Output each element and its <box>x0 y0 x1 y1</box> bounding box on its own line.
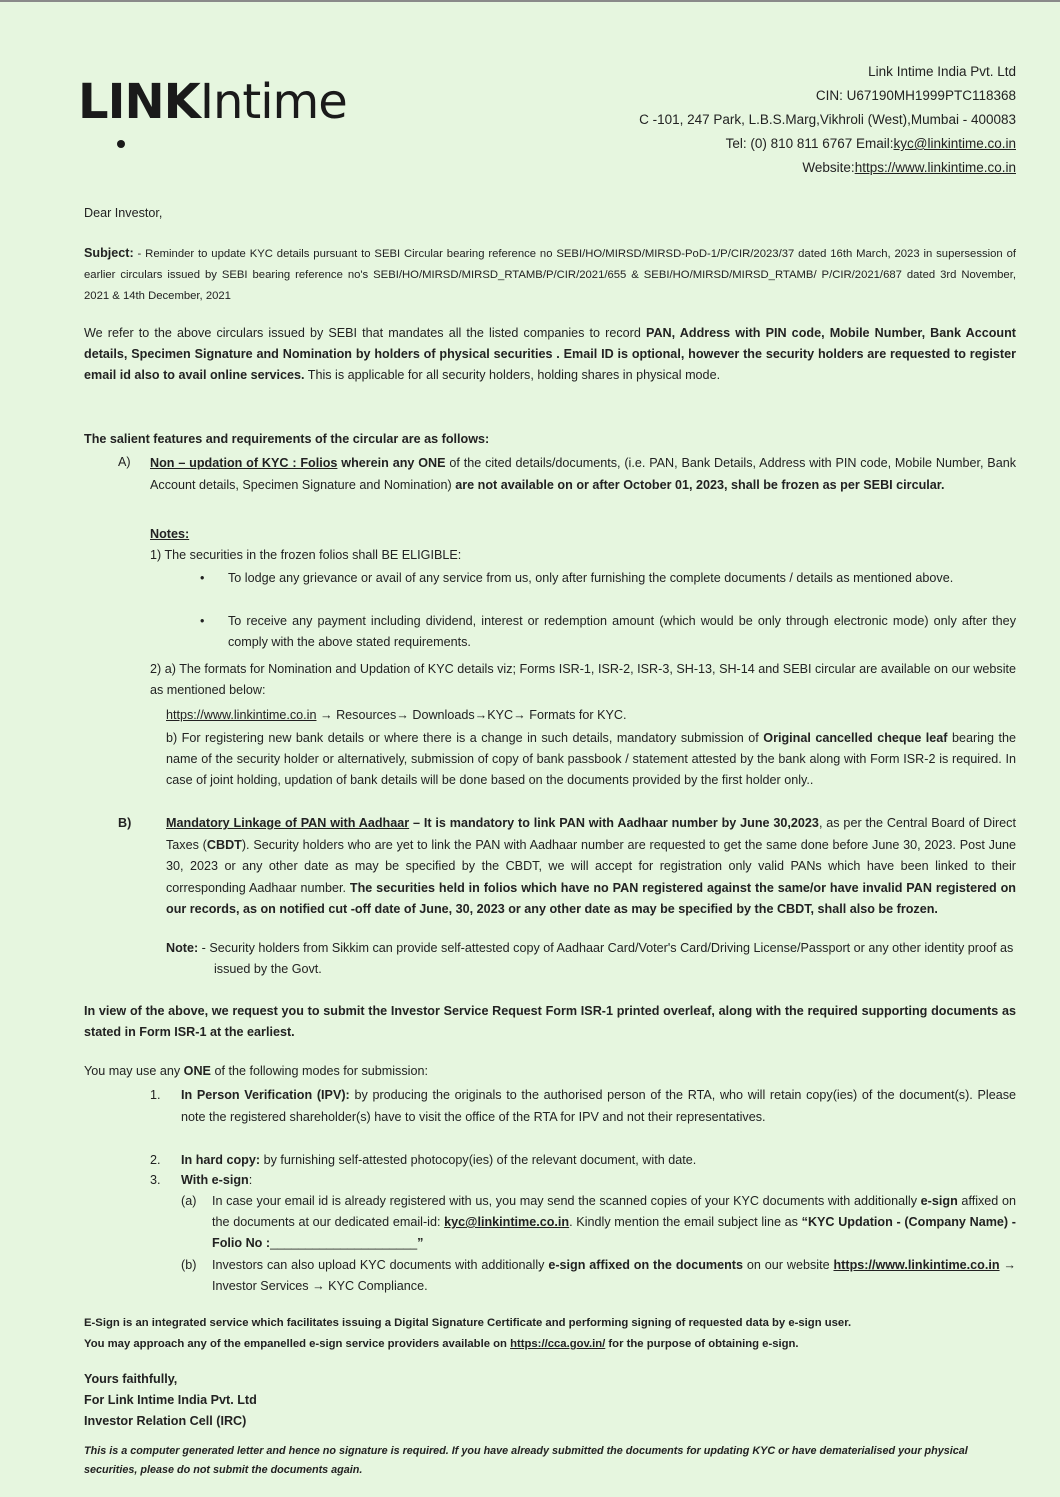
mode-3b-bold: e-sign affixed on the documents <box>548 1258 744 1272</box>
mode-2-text <box>181 1150 1016 1171</box>
mode-3b-marker: (b) <box>181 1258 197 1272</box>
company-email-link[interactable]: kyc@linkintime.co.in <box>893 136 1016 151</box>
esign-note-2 <box>84 1334 1034 1355</box>
mode-3-bold: With e-sign <box>181 1173 249 1187</box>
section-a-paragraph <box>150 452 1016 496</box>
section-b-note-label: Note: <box>166 941 199 955</box>
intro-paragraph <box>84 323 1016 386</box>
note-2a: 2) a) The formats for Nomination and Updation of KYC details viz; Forms ISR-1, ISR-2, ISR-3, SH-13, SH-14 and SEBI circular are available on our website as mentioned below: <box>150 662 1016 697</box>
company-website <box>639 156 1016 180</box>
note-2b <box>166 728 1016 791</box>
notes-label-text: Notes: <box>150 527 190 541</box>
intro-text-1: We refer to the above circulars issued by SEBI that mandates all the listed companies to record <box>84 326 646 340</box>
logo-bold: LINK <box>78 74 200 130</box>
note-1: 1) The securities in the frozen folios shall BE ELIGIBLE: <box>150 548 462 562</box>
greeting: Dear Investor, <box>84 206 163 220</box>
logo-dot-icon <box>117 140 125 148</box>
mode-3b-body-1: Investors can also upload KYC documents with additionally <box>212 1258 549 1272</box>
section-a-title: Non – updation of KYC : Folios <box>150 456 338 470</box>
mode-3a-body-2: affixed on the documents at our dedicated email-id: <box>212 1194 1016 1229</box>
section-b-note <box>166 938 1016 980</box>
section-a-bold-2: are not available on or after October 01, 2023, shall be frozen as per SEBI circular. <box>455 478 945 492</box>
logo-light: Intime <box>199 74 347 130</box>
section-b-bold-3: The securities held in folios which have no PAN registered against the same/or have invalid PAN registered on our records, as on notified cut -off date of June, 30, 2023 or any other date as may be specified by the CBDT, shall also be frozen. <box>166 880 1017 916</box>
folio-blank: _____________________ <box>270 1236 418 1250</box>
section-b-bold-1: – It is mandatory to link PAN with Aadhaar number by June 30,2023 <box>409 816 819 830</box>
mode-1-body: by producing the originals to the authorised person of the RTA, who will retain copy(ies) of the document(s). Please note the registered shareholder(s) have to visit the office of the RTA for IPV and not their representatives. <box>181 1088 1017 1124</box>
closing-line-3: Investor Relation Cell (IRC) <box>84 1414 247 1428</box>
esign-note-2-text-2: for the purpose of obtaining e-sign. <box>605 1338 799 1350</box>
request-paragraph <box>84 1001 1016 1043</box>
mode-3a-bold-1: e-sign <box>920 1194 958 1208</box>
section-b-bold-2: CBDT <box>206 837 242 852</box>
section-b-text-1: , as per the Central Board of Direct Taxes ( <box>166 816 1016 852</box>
mode-3a-bold-2: “KYC Updation - (Company Name) - Folio No : <box>212 1215 1016 1250</box>
request-text: In view of the above, we request you to submit the Investor Service Request Form ISR-1 printed overleaf, along with the required supporting documents as stated in Form ISR-1 at the earliest. <box>84 1004 1016 1039</box>
mode-3-body: : <box>248 1173 253 1187</box>
closing-line-2: For Link Intime India Pvt. Ltd <box>84 1393 257 1407</box>
mode-2-number: 2. <box>150 1153 161 1167</box>
section-a-marker: A) <box>118 455 131 469</box>
modes-intro-bold: ONE <box>183 1064 211 1078</box>
section-b-paragraph <box>166 813 1016 921</box>
formats-link[interactable]: https://www.linkintime.co.in <box>166 708 317 722</box>
mode-3b-website-link[interactable]: https://www.linkintime.co.in <box>833 1258 1000 1272</box>
mode-3a-email-link[interactable]: kyc@linkintime.co.in <box>444 1215 570 1229</box>
notes-label <box>150 524 189 545</box>
mode-3b-text <box>212 1255 1016 1297</box>
mode-1-number: 1. <box>150 1088 161 1102</box>
mode-3a-body-3: . Kindly mention the email subject line as <box>569 1215 802 1229</box>
subject-text: - Reminder to update KYC details pursuant to SEBI Circular bearing reference no SEBI/HO/MIRSD/MIRSD-PoD-1/P/CIR/2023/37 dated 16th March, 2023 in supersession of earlier circulars issued by SEBI bearing reference no's SEBI/HO/MIRSD/MIRSD_RTAMB/P/CIR/2021/655 & SEBI/HO/MIRSD/MIRSD_RTAMB/ P/CIR/2021/687 dated 3rd November, 2021 & 14th December, 2021 <box>84 248 1016 302</box>
intro-text-2: This is applicable for all security holders, holding shares in physical mode. <box>304 368 721 382</box>
mode-3-text <box>181 1170 1016 1191</box>
mode-3b-body-3: → Investor Services → KYC Compliance. <box>212 1258 1017 1293</box>
formats-path <box>166 705 1016 726</box>
mode-3a-body-1: In case your email id is already registered with us, you may send the scanned copies of your KYC documents with additionally <box>212 1194 921 1208</box>
note-2b-text-2: bearing the name of the security holder or alternatively, submission of copy of bank passbook / statement attested by the bank along with Form ISR-2 is required. In case of joint holding, updation of bank details will be done based on the documents provided by the first holder only.. <box>166 731 1016 787</box>
cca-link[interactable]: https://cca.gov.in/ <box>510 1338 606 1350</box>
modes-intro <box>84 1061 1016 1082</box>
mode-3a-text <box>212 1191 1016 1254</box>
section-a-text-1: of the cited details/documents, (i.e. PAN, Bank Details, Address with PIN code, Mobile Number, Bank Account details, Specimen Signature and Nomination) <box>150 456 1017 492</box>
mode-1-text <box>181 1085 1016 1128</box>
modes-intro-text-1: You may use any <box>84 1064 184 1078</box>
section-b-title: Mandatory Linkage of PAN with Aadhaar <box>166 816 410 830</box>
section-b-note-text: - Security holders from Sikkim can provide self-attested copy of Aadhaar Card/Voter's Card/Driving License/Passport or any other identity proof as issued by the Govt. <box>198 941 1014 976</box>
bullet-2-icon: • <box>200 614 205 628</box>
footer-note: This is a computer generated letter and hence no signature is required. If you have already submitted the documents for updating KYC or have dematerialised your physical securities, please do not submit the documents again. <box>84 1445 968 1476</box>
website-label: Website: <box>802 160 855 175</box>
intro-bold: PAN, Address with PIN code, Mobile Number, Bank Account details, Specimen Signature and Nomination by holders of physical securities . Email ID is optional, however the security holders are requested to register email id also to avail online services. <box>84 326 1016 382</box>
mode-1-bold: In Person Verification (IPV): <box>181 1088 350 1102</box>
website-link[interactable]: https://www.linkintime.co.in <box>854 160 1016 175</box>
subject-paragraph <box>84 243 1016 307</box>
bullet-2-text: To receive any payment including dividend, interest or redemption amount (which would be only through electronic mode) only after they comply with the above stated requirements. <box>228 614 1016 649</box>
closing-line-1: Yours faithfully, <box>84 1372 178 1386</box>
mode-3a-marker: (a) <box>181 1194 197 1208</box>
section-b-marker-text: B) <box>118 816 132 830</box>
link-intime-logo <box>78 74 347 130</box>
company-contact <box>639 132 1016 156</box>
company-address: C -101, 247 Park, L.B.S.Marg,Vikhroli (West),Mumbai - 400083 <box>639 112 1016 127</box>
section-b-marker <box>118 813 131 834</box>
bullet-1-icon: • <box>200 571 205 585</box>
company-tel: Tel: (0) 810 811 6767 Email: <box>725 136 894 151</box>
esign-note-2-text-1: You may approach any of the empanelled e-sign service providers available on <box>84 1338 511 1350</box>
section-b-text-2: ). Security holders who are yet to link the PAN with Aadhaar number are requested to get the same done before June 30, 2023. Post June 30, 2023 or any other date as may be specified by the CBDT, we will accept for registration only valid PANs which have been linked to their corresponding Aadhaar number. <box>166 837 1016 895</box>
mode-3b-body-2: on our website <box>743 1258 834 1272</box>
subject-label: Subject: <box>84 246 134 260</box>
mode-3a-end-quote: ” <box>417 1236 424 1250</box>
mode-3-number: 3. <box>150 1173 161 1187</box>
note-2b-bold: Original cancelled cheque leaf <box>763 731 948 745</box>
features-heading <box>84 429 1016 450</box>
company-name: Link Intime India Pvt. Ltd <box>868 64 1016 79</box>
note-2b-text-1: b) For registering new bank details or where there is a change in such details, mandatory submission of <box>166 731 764 745</box>
esign-note-1: E-Sign is an integrated service which facilitates issuing a Digital Signature Certificate and performing signing of requested data by e-sign user. <box>84 1317 852 1329</box>
modes-intro-text-2: of the following modes for submission: <box>210 1064 428 1078</box>
company-address-block <box>639 60 1016 180</box>
bullet-1-text: To lodge any grievance or avail of any service from us, only after furnishing the complete documents / details as mentioned above. <box>228 571 954 585</box>
company-cin: CIN: U67190MH1999PTC118368 <box>815 88 1016 103</box>
features-heading-text: The salient features and requirements of the circular are as follows: <box>84 432 490 446</box>
section-a-bold-1: wherein any ONE <box>337 456 446 470</box>
top-rule <box>0 0 1060 2</box>
formats-path-text: → Resources→ Downloads→KYC→ Formats for KYC. <box>316 708 627 722</box>
mode-2-body: by furnishing self-attested photocopy(ies) of the relevant document, with date. <box>260 1153 697 1167</box>
mode-2-bold: In hard copy: <box>181 1153 261 1167</box>
